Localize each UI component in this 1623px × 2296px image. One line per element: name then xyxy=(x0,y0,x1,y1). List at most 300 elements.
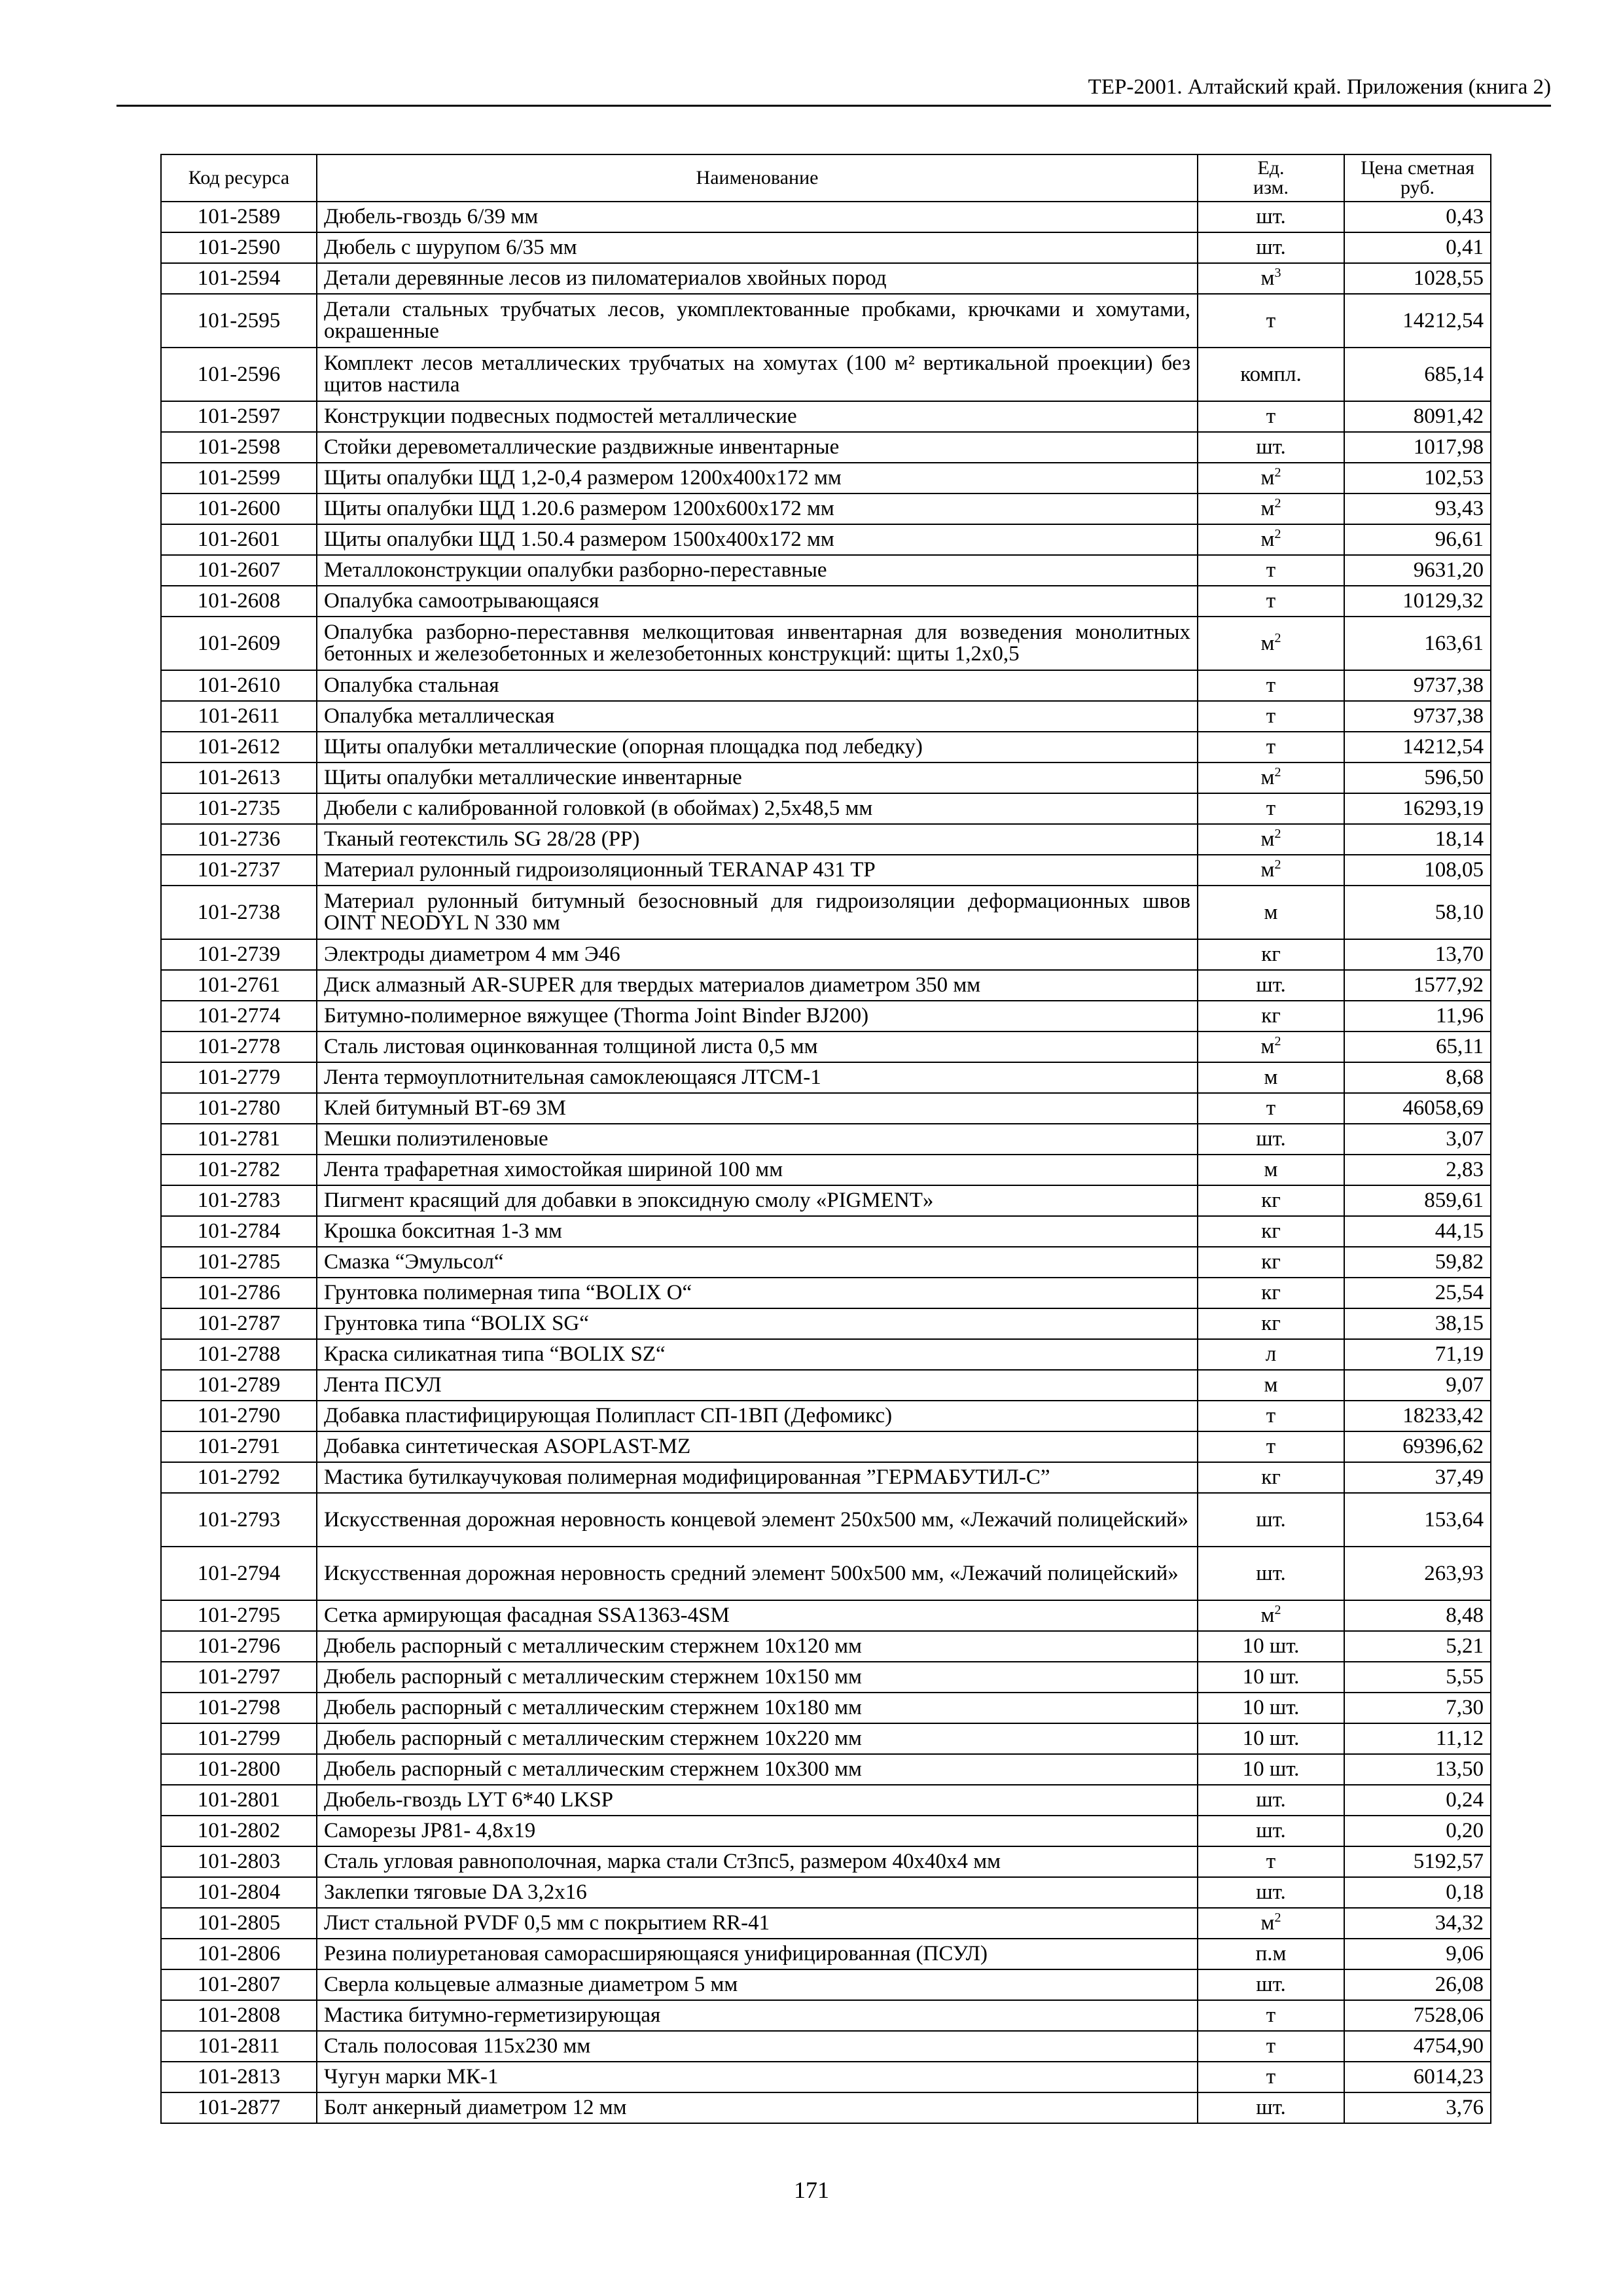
cell-name: Сталь листовая оцинкованная толщиной листа 0,5 мм xyxy=(317,1031,1198,1062)
table-row xyxy=(161,2031,1491,2062)
cell-code: 101-2780 xyxy=(161,1093,317,1124)
cell-price: 859,61 xyxy=(1344,1185,1491,1216)
cell-unit: $м^2$ xyxy=(1198,1600,1344,1631)
cell-name: Щиты опалубки ЩД 1.20.6 размером 1200х600х172 мм xyxy=(317,493,1198,524)
cell-price: 11,96 xyxy=(1344,1001,1491,1031)
cell-name: Дюбель распорный с металлическим стержнем 10х120 мм xyxy=(317,1631,1198,1662)
cell-code: 101-2781 xyxy=(161,1124,317,1155)
cell-name: Щиты опалубки ЩД 1.50.4 размером 1500х400х172 мм xyxy=(317,524,1198,555)
cell-name: Чугун марки МК-1 xyxy=(317,2062,1198,2092)
table-row xyxy=(161,1723,1491,1754)
table-row xyxy=(161,1462,1491,1493)
table-row xyxy=(161,1939,1491,1969)
cell-unit: $м^2$ xyxy=(1198,824,1344,855)
cell-unit: кг xyxy=(1198,1308,1344,1339)
cell-price: 8091,42 xyxy=(1344,401,1491,432)
table-row xyxy=(161,970,1491,1001)
cell-unit: 10 шт. xyxy=(1198,1693,1344,1723)
cell-name: Добавка синтетическая ASOPLAST-MZ xyxy=(317,1431,1198,1462)
cell-unit: шт. xyxy=(1198,432,1344,463)
table-row xyxy=(161,1001,1491,1031)
cell-unit: кг xyxy=(1198,1462,1344,1493)
cell-code: 101-2792 xyxy=(161,1462,317,1493)
cell-name: Опалубка самоотрывающаяся xyxy=(317,586,1198,617)
cell-name: Грунтовка типа “BOLIX SG“ xyxy=(317,1308,1198,1339)
cell-code: 101-2609 xyxy=(161,617,317,670)
cell-unit: $м^2$ xyxy=(1198,762,1344,793)
page-number: 171 xyxy=(794,2177,829,2203)
cell-code: 101-2611 xyxy=(161,701,317,732)
cell-price: 596,50 xyxy=(1344,762,1491,793)
cell-name: Конструкции подвесных подмостей металлические xyxy=(317,401,1198,432)
table-row xyxy=(161,1185,1491,1216)
cell-unit: шт. xyxy=(1198,1547,1344,1600)
col-header-name: Наименование xyxy=(317,154,1198,202)
table-row xyxy=(161,463,1491,493)
cell-price: 38,15 xyxy=(1344,1308,1491,1339)
cell-unit: т xyxy=(1198,1093,1344,1124)
unit-exponent: 3 xyxy=(1274,266,1281,280)
table-row xyxy=(161,1431,1491,1462)
cell-code: 101-2795 xyxy=(161,1600,317,1631)
cell-price: 153,64 xyxy=(1344,1493,1491,1547)
cell-name: Сетка армирующая фасадная SSA1363-4SM xyxy=(317,1600,1198,1631)
cell-code: 101-2800 xyxy=(161,1754,317,1785)
cell-unit: т xyxy=(1198,586,1344,617)
table-row xyxy=(161,294,1491,348)
table-row xyxy=(161,1062,1491,1093)
cell-price: 6014,23 xyxy=(1344,2062,1491,2092)
cell-code: 101-2787 xyxy=(161,1308,317,1339)
cell-code: 101-2789 xyxy=(161,1370,317,1401)
cell-name: Стойки деревометаллические раздвижные инвентарные xyxy=(317,432,1198,463)
cell-code: 101-2798 xyxy=(161,1693,317,1723)
cell-price: 9737,38 xyxy=(1344,670,1491,701)
unit-exponent: 2 xyxy=(1274,527,1281,541)
cell-unit: л xyxy=(1198,1339,1344,1370)
cell-code: 101-2799 xyxy=(161,1723,317,1754)
cell-name: Битумно-полимерное вяжущее (Thorma Joint Binder BJ200) xyxy=(317,1001,1198,1031)
cell-code: 101-2791 xyxy=(161,1431,317,1462)
table-row xyxy=(161,939,1491,970)
cell-name: Мешки полиэтиленовые xyxy=(317,1124,1198,1155)
cell-code: 101-2801 xyxy=(161,1785,317,1816)
table-row xyxy=(161,1370,1491,1401)
cell-unit: $м^2$ xyxy=(1198,524,1344,555)
cell-code: 101-2612 xyxy=(161,732,317,762)
cell-price: 4754,90 xyxy=(1344,2031,1491,2062)
cell-code: 101-2598 xyxy=(161,432,317,463)
table-row xyxy=(161,1247,1491,1278)
table-row xyxy=(161,1493,1491,1547)
cell-name: Диск алмазный AR-SUPER для твердых материалов диаметром 350 мм xyxy=(317,970,1198,1001)
cell-code: 101-2796 xyxy=(161,1631,317,1662)
cell-price: 685,14 xyxy=(1344,348,1491,401)
cell-code: 101-2590 xyxy=(161,232,317,263)
cell-name: Дюбель распорный с металлическим стержнем 10х220 мм xyxy=(317,1723,1198,1754)
cell-code: 101-2608 xyxy=(161,586,317,617)
cell-price: 69396,62 xyxy=(1344,1431,1491,1462)
cell-unit: шт. xyxy=(1198,2092,1344,2123)
table-row xyxy=(161,1155,1491,1185)
cell-unit: шт. xyxy=(1198,1785,1344,1816)
cell-name: Детали деревянные лесов из пиломатериалов хвойных пород xyxy=(317,263,1198,294)
cell-code: 101-2797 xyxy=(161,1662,317,1693)
cell-unit: $м^2$ xyxy=(1198,617,1344,670)
cell-unit: шт. xyxy=(1198,202,1344,232)
cell-name: Опалубка стальная xyxy=(317,670,1198,701)
cell-unit: т xyxy=(1198,732,1344,762)
cell-name: Дюбель-гвоздь LYT 6*40 LKSP xyxy=(317,1785,1198,1816)
table-row xyxy=(161,1631,1491,1662)
table-row xyxy=(161,2062,1491,2092)
cell-price: 163,61 xyxy=(1344,617,1491,670)
unit-exponent: 2 xyxy=(1274,465,1281,480)
unit-exponent: 2 xyxy=(1274,827,1281,841)
table-row xyxy=(161,555,1491,586)
cell-unit: шт. xyxy=(1198,1877,1344,1908)
cell-price: 5,21 xyxy=(1344,1631,1491,1662)
cell-code: 101-2802 xyxy=(161,1816,317,1846)
table-row xyxy=(161,732,1491,762)
cell-name: Мастика битумно-герметизирующая xyxy=(317,2000,1198,2031)
cell-unit: т xyxy=(1198,793,1344,824)
cell-price: 8,68 xyxy=(1344,1062,1491,1093)
cell-name: Материал рулонный битумный безосновный для гидроизоляции деформационных швов OINT NEODYL N 330 мм xyxy=(317,886,1198,939)
cell-name: Краска силикатная типа “BOLIX SZ“ xyxy=(317,1339,1198,1370)
table-row xyxy=(161,401,1491,432)
cell-price: 14212,54 xyxy=(1344,732,1491,762)
cell-code: 101-2739 xyxy=(161,939,317,970)
cell-code: 101-2761 xyxy=(161,970,317,1001)
cell-code: 101-2813 xyxy=(161,2062,317,2092)
table-row xyxy=(161,1969,1491,2000)
table-row xyxy=(161,824,1491,855)
cell-price: 10129,32 xyxy=(1344,586,1491,617)
table-row xyxy=(161,1754,1491,1785)
cell-unit: кг xyxy=(1198,1216,1344,1247)
cell-name: Материал рулонный гидроизоляционный TERANAP 431 TP xyxy=(317,855,1198,886)
cell-price: 7,30 xyxy=(1344,1693,1491,1723)
cell-price: 0,43 xyxy=(1344,202,1491,232)
cell-unit: т xyxy=(1198,1431,1344,1462)
cell-name: Сталь угловая равнополочная, марка стали Ст3пс5, размером 40х40х4 мм xyxy=(317,1846,1198,1877)
cell-code: 101-2738 xyxy=(161,886,317,939)
cell-unit: т xyxy=(1198,670,1344,701)
cell-price: 0,20 xyxy=(1344,1816,1491,1846)
cell-price: 102,53 xyxy=(1344,463,1491,493)
cell-name: Щиты опалубки металлические (опорная площадка под лебедку) xyxy=(317,732,1198,762)
table-row xyxy=(161,617,1491,670)
cell-unit: м xyxy=(1198,1062,1344,1093)
cell-unit: т xyxy=(1198,1846,1344,1877)
cell-unit: шт. xyxy=(1198,232,1344,263)
cell-price: 26,08 xyxy=(1344,1969,1491,2000)
cell-price: 7528,06 xyxy=(1344,2000,1491,2031)
table-row xyxy=(161,1693,1491,1723)
cell-code: 101-2778 xyxy=(161,1031,317,1062)
cell-price: 108,05 xyxy=(1344,855,1491,886)
col-header-code: Код ресурса xyxy=(161,154,317,202)
cell-price: 18233,42 xyxy=(1344,1401,1491,1431)
cell-name: Пигмент красящий для добавки в эпоксидную смолу «PIGMENT» xyxy=(317,1185,1198,1216)
table-row xyxy=(161,1339,1491,1370)
cell-unit: $м^2$ xyxy=(1198,1031,1344,1062)
cell-code: 101-2805 xyxy=(161,1908,317,1939)
cell-name: Опалубка разборно-переставнвя мелкощитовая инвентарная для возведения монолитных бетонных и железобетонных и железобетонных конструкций: щиты 1,2х0,5 xyxy=(317,617,1198,670)
cell-name: Комплект лесов металлических трубчатых на хомутах (100 м² вертикальной проекции) без щитов настила xyxy=(317,348,1198,401)
cell-name: Металлоконструкции опалубки разборно-переставные xyxy=(317,555,1198,586)
table-row xyxy=(161,432,1491,463)
unit-exponent: 2 xyxy=(1274,857,1281,872)
cell-unit: т xyxy=(1198,2000,1344,2031)
cell-price: 0,41 xyxy=(1344,232,1491,263)
cell-code: 101-2600 xyxy=(161,493,317,524)
cell-unit: т xyxy=(1198,2062,1344,2092)
cell-unit: кг xyxy=(1198,1185,1344,1216)
cell-unit: т xyxy=(1198,701,1344,732)
cell-name: Дюбель с шурупом 6/35 мм xyxy=(317,232,1198,263)
table-row xyxy=(161,1216,1491,1247)
cell-unit: $м^2$ xyxy=(1198,855,1344,886)
cell-name: Крошка бокситная 1-3 мм xyxy=(317,1216,1198,1247)
cell-code: 101-2788 xyxy=(161,1339,317,1370)
table-row xyxy=(161,586,1491,617)
cell-price: 44,15 xyxy=(1344,1216,1491,1247)
cell-name: Грунтовка полимерная типа “BOLIX O“ xyxy=(317,1278,1198,1308)
table-row xyxy=(161,1093,1491,1124)
cell-price: 13,70 xyxy=(1344,939,1491,970)
cell-price: 1577,92 xyxy=(1344,970,1491,1001)
unit-exponent: 2 xyxy=(1274,1910,1281,1925)
cell-price: 96,61 xyxy=(1344,524,1491,555)
cell-name: Клей битумный ВТ-69 3М xyxy=(317,1093,1198,1124)
cell-code: 101-2784 xyxy=(161,1216,317,1247)
cell-name: Мастика бутилкаучуковая полимерная модифицированная ”ГЕРМАБУТИЛ-С” xyxy=(317,1462,1198,1493)
table-row xyxy=(161,1877,1491,1908)
cell-name: Щиты опалубки ЩД 1,2-0,4 размером 1200х400х172 мм xyxy=(317,463,1198,493)
cell-name: Тканый геотекстиль SG 28/28 (PP) xyxy=(317,824,1198,855)
running-title: ТЕР-2001. Алтайский край. Приложения (книга 2) xyxy=(1088,75,1551,99)
cell-code: 101-2782 xyxy=(161,1155,317,1185)
table-body xyxy=(161,202,1491,2123)
resource-price-table xyxy=(160,154,1491,2124)
cell-code: 101-2786 xyxy=(161,1278,317,1308)
table-row xyxy=(161,2092,1491,2123)
cell-price: 65,11 xyxy=(1344,1031,1491,1062)
cell-code: 101-2601 xyxy=(161,524,317,555)
cell-unit: т xyxy=(1198,401,1344,432)
table-row xyxy=(161,793,1491,824)
cell-name: Болт анкерный диаметром 12 мм xyxy=(317,2092,1198,2123)
cell-price: 93,43 xyxy=(1344,493,1491,524)
cell-price: 1017,98 xyxy=(1344,432,1491,463)
cell-unit: шт. xyxy=(1198,970,1344,1001)
table-row xyxy=(161,1547,1491,1600)
cell-name: Дюбель распорный с металлическим стержнем 10х150 мм xyxy=(317,1662,1198,1693)
table-row xyxy=(161,886,1491,939)
table-row xyxy=(161,1816,1491,1846)
cell-name: Лента трафаретная химостойкая шириной 100 мм xyxy=(317,1155,1198,1185)
cell-code: 101-2736 xyxy=(161,824,317,855)
cell-name: Детали стальных трубчатых лесов, укомплектованные пробками, крючками и хомутами, окрашенные xyxy=(317,294,1198,348)
table-row xyxy=(161,493,1491,524)
cell-price: 16293,19 xyxy=(1344,793,1491,824)
cell-name: Электроды диаметром 4 мм Э46 xyxy=(317,939,1198,970)
table-row xyxy=(161,1785,1491,1816)
cell-unit: шт. xyxy=(1198,1969,1344,2000)
cell-name: Резина полиуретановая саморасширяющаяся унифицированная (ПСУЛ) xyxy=(317,1939,1198,1969)
cell-code: 101-2807 xyxy=(161,1969,317,2000)
cell-price: 14212,54 xyxy=(1344,294,1491,348)
cell-code: 101-2774 xyxy=(161,1001,317,1031)
table-row xyxy=(161,1031,1491,1062)
cell-code: 101-2811 xyxy=(161,2031,317,2062)
unit-exponent: 2 xyxy=(1274,630,1281,645)
cell-code: 101-2793 xyxy=(161,1493,317,1547)
cell-unit: п.м xyxy=(1198,1939,1344,1969)
cell-code: 101-2595 xyxy=(161,294,317,348)
table-row xyxy=(161,1401,1491,1431)
cell-code: 101-2877 xyxy=(161,2092,317,2123)
cell-price: 9,07 xyxy=(1344,1370,1491,1401)
cell-name: Дюбели с калиброванной головкой (в обоймах) 2,5х48,5 мм xyxy=(317,793,1198,824)
cell-unit: т xyxy=(1198,294,1344,348)
unit-exponent: 2 xyxy=(1274,1034,1281,1049)
cell-unit: 10 шт. xyxy=(1198,1754,1344,1785)
cell-price: 58,10 xyxy=(1344,886,1491,939)
table-row xyxy=(161,1600,1491,1631)
cell-price: 25,54 xyxy=(1344,1278,1491,1308)
cell-code: 101-2783 xyxy=(161,1185,317,1216)
cell-price: 0,18 xyxy=(1344,1877,1491,1908)
cell-price: 71,19 xyxy=(1344,1339,1491,1370)
cell-code: 101-2735 xyxy=(161,793,317,824)
cell-price: 34,32 xyxy=(1344,1908,1491,1939)
cell-name: Сверла кольцевые алмазные диаметром 5 мм xyxy=(317,1969,1198,2000)
unit-exponent: 2 xyxy=(1274,496,1281,511)
table-row xyxy=(161,202,1491,232)
table-row xyxy=(161,232,1491,263)
cell-price: 5,55 xyxy=(1344,1662,1491,1693)
table-row xyxy=(161,1278,1491,1308)
cell-code: 101-2803 xyxy=(161,1846,317,1877)
cell-code: 101-2596 xyxy=(161,348,317,401)
cell-unit: $м^2$ xyxy=(1198,1908,1344,1939)
cell-price: 9631,20 xyxy=(1344,555,1491,586)
cell-unit: кг xyxy=(1198,1247,1344,1278)
cell-price: 5192,57 xyxy=(1344,1846,1491,1877)
col-header-price: Цена сметная руб. xyxy=(1344,154,1491,202)
cell-code: 101-2599 xyxy=(161,463,317,493)
cell-unit: т xyxy=(1198,555,1344,586)
cell-unit: 10 шт. xyxy=(1198,1723,1344,1754)
cell-price: 2,83 xyxy=(1344,1155,1491,1185)
cell-code: 101-2790 xyxy=(161,1401,317,1431)
cell-price: 1028,55 xyxy=(1344,263,1491,294)
cell-name: Добавка пластифицирующая Полипласт СП-1ВП (Дефомикс) xyxy=(317,1401,1198,1431)
cell-unit: 10 шт. xyxy=(1198,1662,1344,1693)
cell-code: 101-2607 xyxy=(161,555,317,586)
table-row xyxy=(161,1846,1491,1877)
cell-code: 101-2806 xyxy=(161,1939,317,1969)
cell-name: Искусственная дорожная неровность средний элемент 500х500 мм, «Лежачий полицейский» xyxy=(317,1547,1198,1600)
cell-name: Лента термоуплотнительная самоклеющаяся ЛТСМ-1 xyxy=(317,1062,1198,1093)
cell-price: 18,14 xyxy=(1344,824,1491,855)
cell-price: 37,49 xyxy=(1344,1462,1491,1493)
cell-unit: 10 шт. xyxy=(1198,1631,1344,1662)
table-row xyxy=(161,855,1491,886)
cell-code: 101-2737 xyxy=(161,855,317,886)
cell-code: 101-2794 xyxy=(161,1547,317,1600)
cell-price: 3,76 xyxy=(1344,2092,1491,2123)
table-row xyxy=(161,701,1491,732)
cell-code: 101-2594 xyxy=(161,263,317,294)
unit-exponent: 2 xyxy=(1274,765,1281,780)
cell-name: Дюбель распорный с металлическим стержнем 10х180 мм xyxy=(317,1693,1198,1723)
cell-price: 3,07 xyxy=(1344,1124,1491,1155)
table-row xyxy=(161,348,1491,401)
cell-price: 59,82 xyxy=(1344,1247,1491,1278)
cell-code: 101-2589 xyxy=(161,202,317,232)
cell-unit: т xyxy=(1198,1401,1344,1431)
unit-exponent: 2 xyxy=(1274,1603,1281,1617)
cell-name: Дюбель-гвоздь 6/39 мм xyxy=(317,202,1198,232)
cell-price: 9737,38 xyxy=(1344,701,1491,732)
table-row xyxy=(161,1662,1491,1693)
cell-unit: кг xyxy=(1198,939,1344,970)
cell-unit: м xyxy=(1198,1370,1344,1401)
cell-unit: м xyxy=(1198,1155,1344,1185)
table-row xyxy=(161,1308,1491,1339)
table-row xyxy=(161,1908,1491,1939)
cell-price: 11,12 xyxy=(1344,1723,1491,1754)
cell-name: Заклепки тяговые DA 3,2х16 xyxy=(317,1877,1198,1908)
cell-unit: кг xyxy=(1198,1001,1344,1031)
table-header-row xyxy=(161,154,1491,202)
cell-name: Лента ПСУЛ xyxy=(317,1370,1198,1401)
cell-unit: $м^2$ xyxy=(1198,463,1344,493)
cell-price: 46058,69 xyxy=(1344,1093,1491,1124)
cell-unit: м xyxy=(1198,886,1344,939)
cell-price: 13,50 xyxy=(1344,1754,1491,1785)
cell-name: Сталь полосовая 115х230 мм xyxy=(317,2031,1198,2062)
cell-unit: шт. xyxy=(1198,1816,1344,1846)
cell-code: 101-2804 xyxy=(161,1877,317,1908)
cell-name: Саморезы JP81- 4,8х19 xyxy=(317,1816,1198,1846)
table-row xyxy=(161,263,1491,294)
cell-name: Лист стальной PVDF 0,5 мм с покрытием RR-41 xyxy=(317,1908,1198,1939)
col-header-unit: Ед. изм. xyxy=(1198,154,1344,202)
cell-code: 101-2779 xyxy=(161,1062,317,1093)
table-row xyxy=(161,2000,1491,2031)
cell-name: Дюбель распорный с металлическим стержнем 10х300 мм xyxy=(317,1754,1198,1785)
cell-code: 101-2597 xyxy=(161,401,317,432)
cell-unit: шт. xyxy=(1198,1493,1344,1547)
cell-name: Искусственная дорожная неровность концевой элемент 250х500 мм, «Лежачий полицейский» xyxy=(317,1493,1198,1547)
table-row xyxy=(161,670,1491,701)
table-row xyxy=(161,1124,1491,1155)
cell-name: Щиты опалубки металлические инвентарные xyxy=(317,762,1198,793)
table-row xyxy=(161,524,1491,555)
cell-price: 9,06 xyxy=(1344,1939,1491,1969)
running-header xyxy=(116,72,1551,107)
cell-price: 0,24 xyxy=(1344,1785,1491,1816)
cell-code: 101-2610 xyxy=(161,670,317,701)
cell-unit: шт. xyxy=(1198,1124,1344,1155)
cell-unit: т xyxy=(1198,2031,1344,2062)
cell-code: 101-2808 xyxy=(161,2000,317,2031)
